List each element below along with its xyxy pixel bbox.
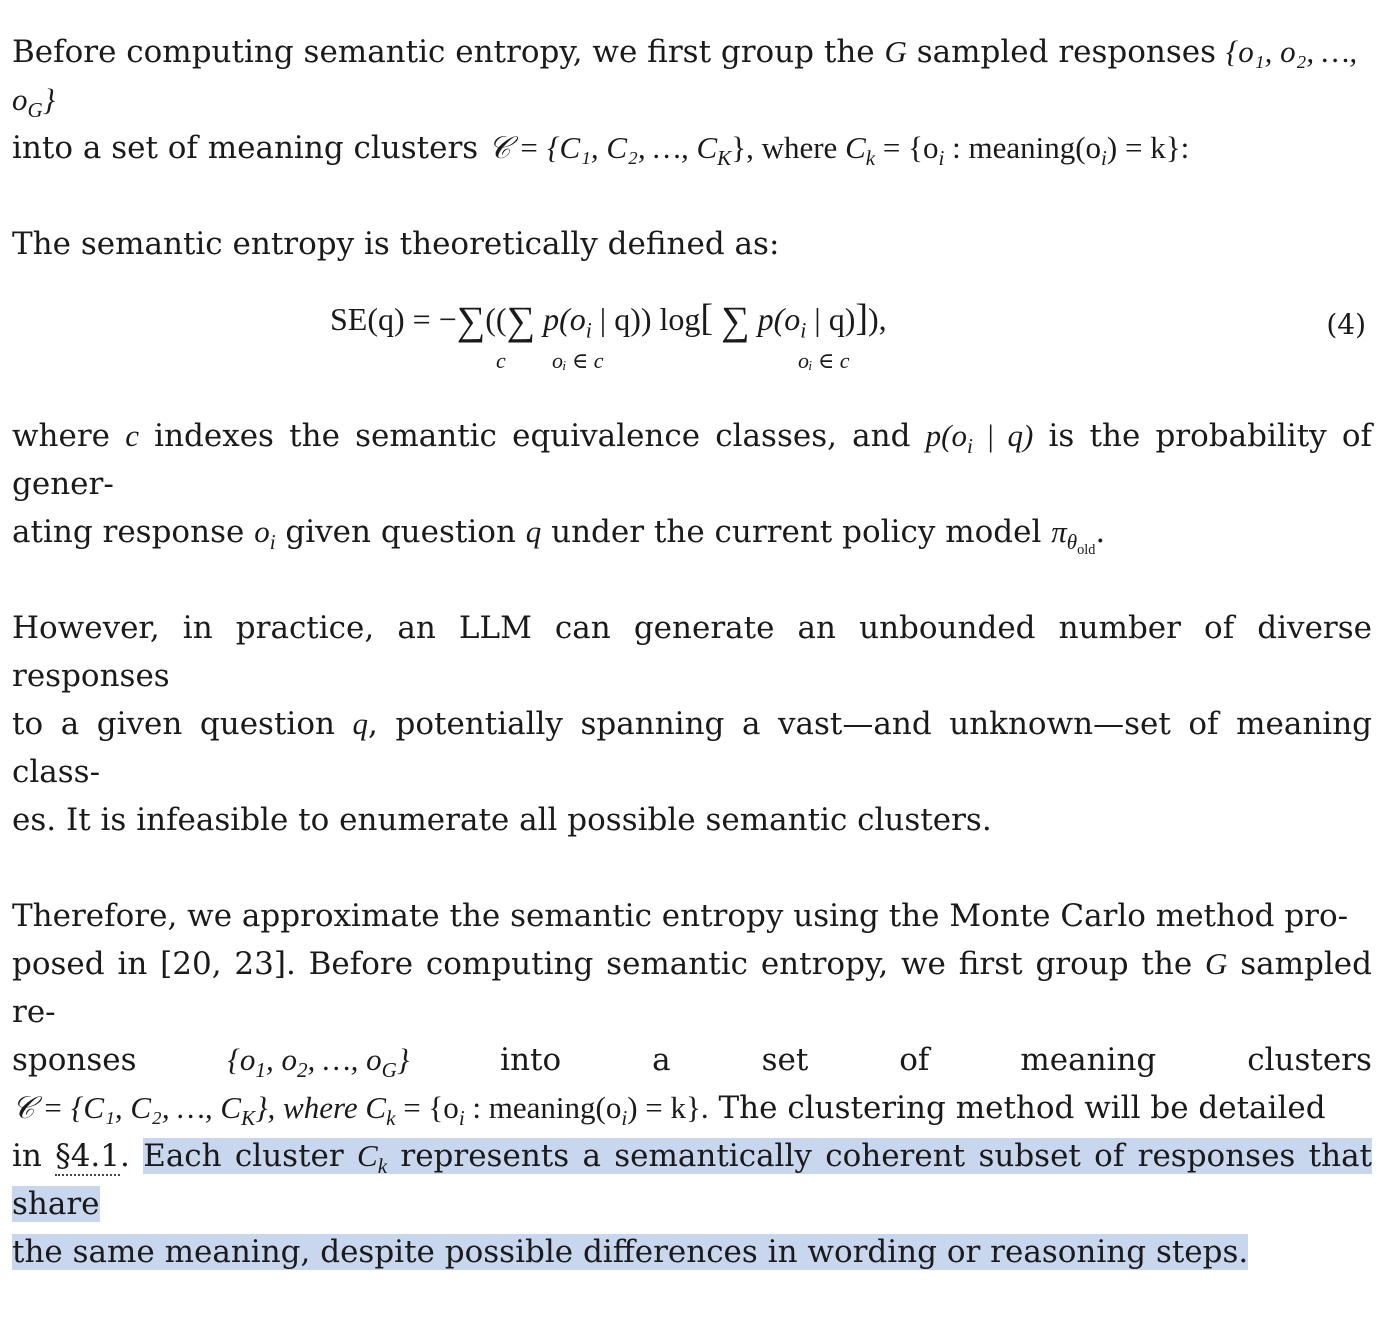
math-cluster-set: 𝒞 = {C₁, C₂, …, $C_K$}, where $C_k = \{o_i$ : $meaning(o_i) = k$}:: [488, 130, 1190, 171]
text-line: posed in [20, 23]. Before computing semantic entropy, we first group the G sampled re-: [12, 946, 1372, 1030]
section-reference-link[interactable]: §4.1: [55, 1138, 121, 1174]
sum-subscript-oi: oᵢ ∈ c: [552, 348, 604, 373]
equation-number: (4): [1326, 308, 1366, 341]
paragraph-monte-carlo: [12, 892, 1372, 1276]
paragraph-practical-limitation: However, in practice, an LLM can generate an unbounded number of diverse responses to a given question q, potentially spanning a vast—and unknown—set of meaning class- es. It is infeasible to enumerate all possible semantic clusters.: [12, 610, 1373, 838]
text-run: Before computing semantic entropy, we first group the: [12, 34, 885, 70]
equation-semantic-entropy: [12, 268, 1372, 412]
math-response-set: {o₁, o₂, …, $o_G$}: [12, 34, 1358, 123]
text-run: into a set of meaning clusters: [12, 130, 489, 166]
math-response-set: {$o_1$, $o_2$, …, $o_G$}: [227, 1042, 410, 1083]
sum-subscript-c: c: [496, 348, 506, 373]
text-line: [12, 1228, 1372, 1276]
justified-line: sponses {$o_1$, $o_2$, …, $o_G$} into a set of meaning clusters: [12, 1036, 1372, 1084]
highlighted-selection: Each cluster $C_k$ represents a semantically coherent subset of responses that share: [12, 1138, 1373, 1222]
paragraph-cluster-intro: [12, 28, 1372, 172]
paragraph-where-definitions: where c indexes the semantic equivalence classes, and $p(o_i$ | q) is the probability of gener- ating response $o_i$ given question q under the current policy model $\pi_{\theta_{old}}$.: [12, 418, 1372, 559]
paper-body: [12, 28, 1372, 1324]
text-line: Therefore, we approximate the semantic entropy using the Monte Carlo method pro-: [12, 898, 1349, 934]
highlighted-selection: the same meaning, despite possible differences in wording or reasoning steps.: [12, 1234, 1249, 1270]
math-G: G: [884, 34, 907, 69]
text-run: sampled responses: [906, 34, 1226, 70]
paragraph-definition-lead: [12, 220, 1372, 268]
sum-subscript-oi: oᵢ ∈ c: [798, 348, 850, 373]
text-line: in §4.1. Each cluster $C_k$ represents a semantically coherent subset of responses that share: [12, 1138, 1373, 1222]
equation-body: SE(q) = −∑((∑ $p(o_i$ | q)) log[ ∑ $p(o_i$ | q)]),: [330, 297, 887, 343]
text-run: The semantic entropy is theoretically defined as:: [12, 226, 780, 262]
text-line: 𝒞 = {C₁, C₂, …, $C_K$}, where $C_k = \{o_i$ : $meaning(o_i) = k$}. The clustering method will be detailed: [12, 1090, 1326, 1131]
